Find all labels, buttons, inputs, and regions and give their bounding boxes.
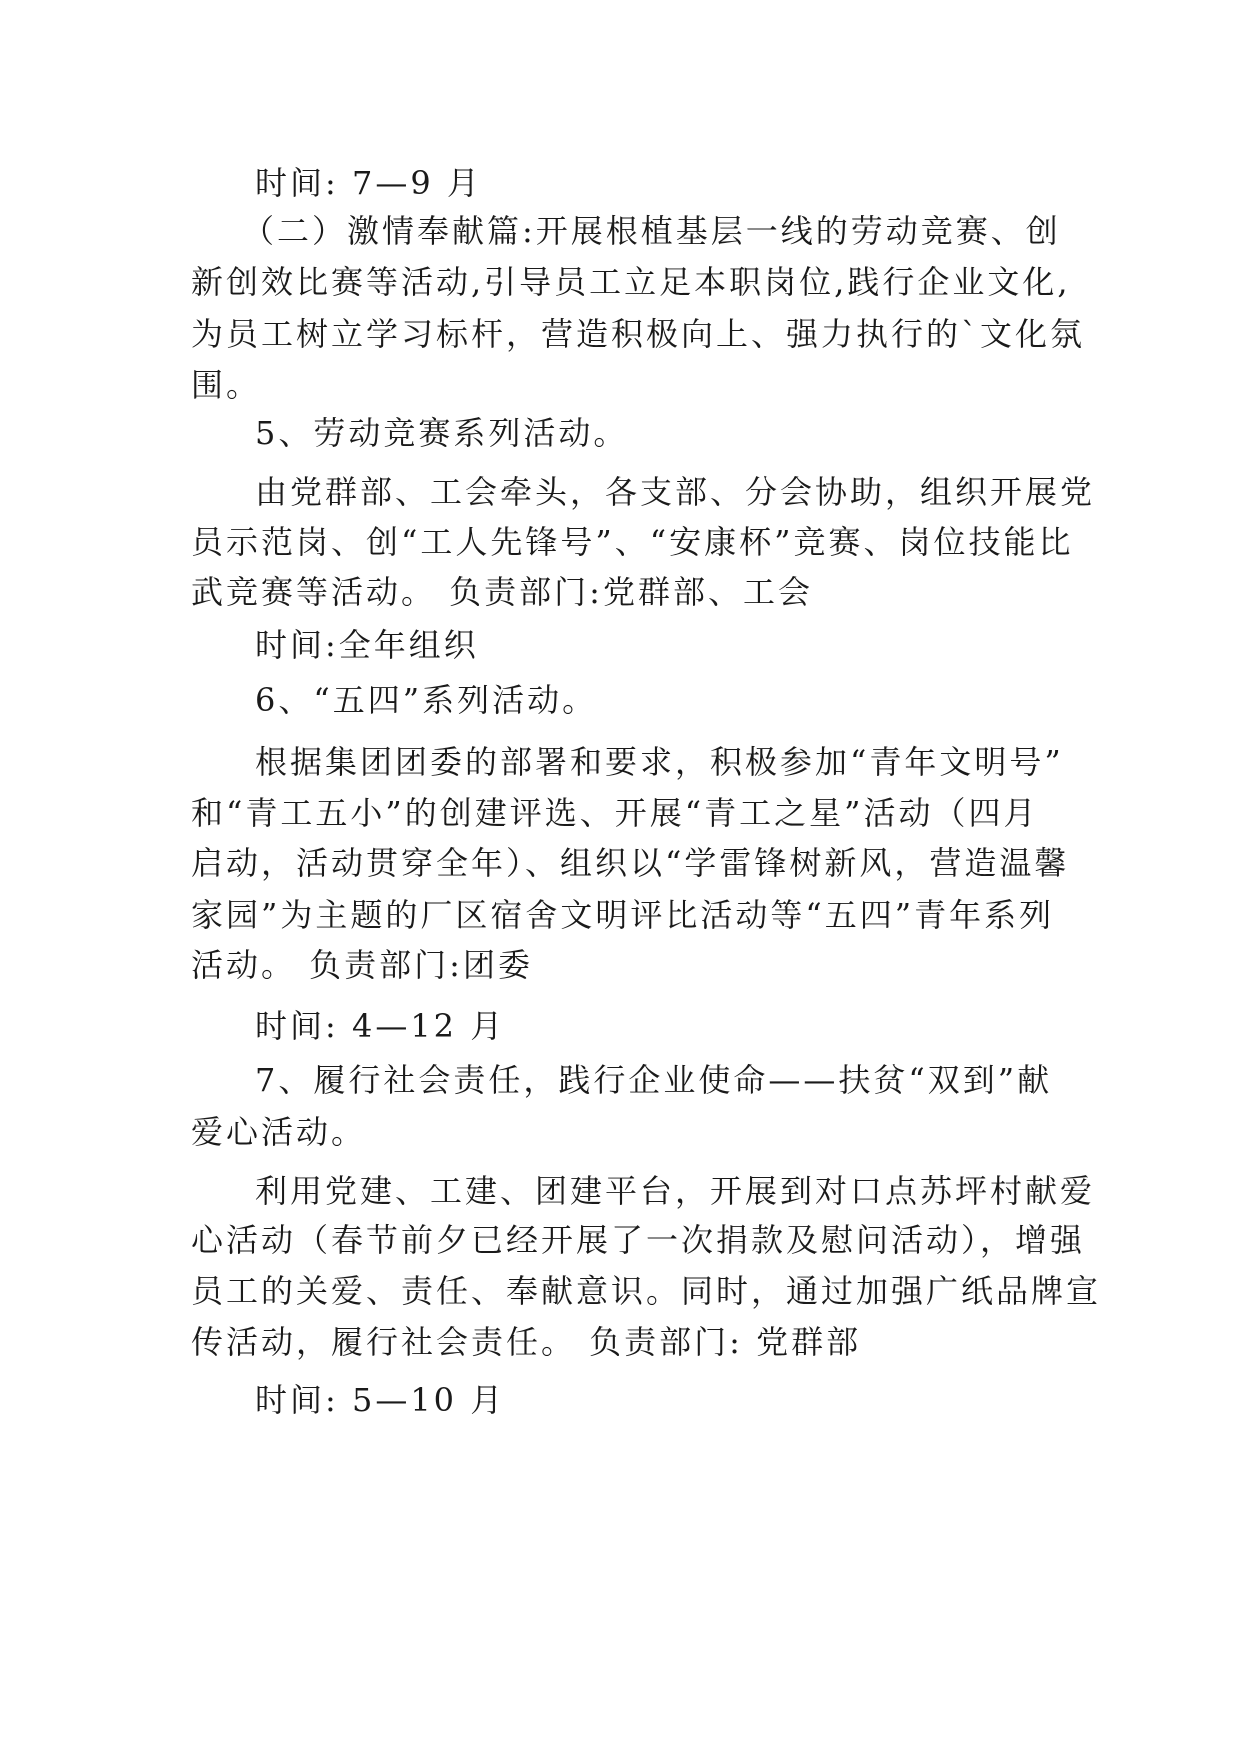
paragraph-line: 武竞赛等活动。 负责部门:党群部、工会 [191, 573, 813, 611]
paragraph-line: 利用党建、工建、团建平台，开展到对口点苏坪村献爱 [255, 1172, 1096, 1210]
paragraph-line: 和“青工五小”的创建评选、开展“青工之星”活动（四月 [191, 794, 1039, 832]
item-heading-5: 5、劳动竞赛系列活动。 [255, 414, 629, 452]
time-line-4: 时间: 5—10 月 [255, 1381, 506, 1419]
paragraph-line: 员示范岗、创“工人先锋号”、“安康杯”竞赛、岗位技能比 [191, 523, 1074, 561]
time-line-2: 时间:全年组织 [255, 626, 479, 664]
paragraph-line: 传活动，履行社会责任。 负责部门: 党群部 [191, 1323, 862, 1361]
paragraph-line: 员工的关爱、责任、奉献意识。同时，通过加强广纸品牌宣 [191, 1272, 1102, 1310]
paragraph-line: 启动，活动贯穿全年）、组织以“学雷锋树新风，营造温馨 [191, 844, 1070, 882]
paragraph-line: 为员工树立学习标杆，营造积极向上、强力执行的`文化氛 [191, 315, 1086, 353]
item-heading-6: 6、“五四”系列活动。 [255, 681, 598, 719]
time-line-3: 时间: 4—12 月 [255, 1007, 506, 1045]
paragraph-line: 围。 [191, 366, 262, 404]
paragraph-line: 根据集团团委的部署和要求，积极参加“青年文明号” [255, 743, 1064, 781]
paragraph-line: 由党群部、工会牵头，各支部、分会协助，组织开展党 [255, 473, 1096, 511]
section-heading-2: （二）激情奉献篇:开展根植基层一线的劳动竞赛、创 [242, 212, 1061, 250]
time-line-1: 时间: 7—9 月 [255, 164, 482, 202]
paragraph-line: 活动。 负责部门:团委 [191, 946, 533, 984]
paragraph-line: 新创效比赛等活动,引导员工立足本职岗位,践行企业文化, [191, 263, 1071, 301]
paragraph-line: 家园”为主题的厂区宿舍文明评比活动等“五四”青年系列 [191, 896, 1055, 934]
paragraph-line: 爱心活动。 [191, 1113, 367, 1151]
item-heading-7: 7、履行社会责任，践行企业使命——扶贫“双到”献 [255, 1061, 1053, 1099]
paragraph-line: 心活动（春节前夕已经开展了一次捐款及慰问活动），增强 [191, 1221, 1086, 1259]
